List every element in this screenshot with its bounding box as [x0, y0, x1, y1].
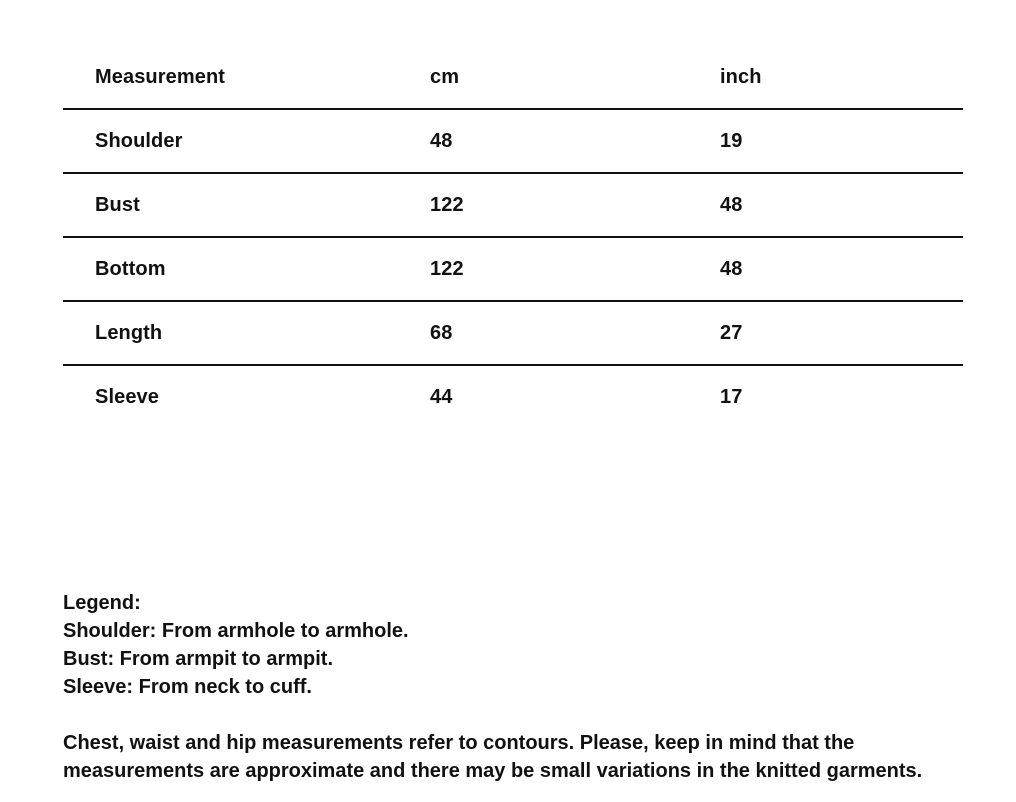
disclaimer-line-2: measurements are approximate and there may be small variations in the knitted garments. — [63, 760, 923, 782]
cell-cm: 48 — [430, 129, 453, 152]
cell-inch: 19 — [720, 129, 743, 152]
legend-item: Sleeve: From neck to cuff. — [63, 676, 312, 698]
legend-item: Shoulder: From armhole to armhole. — [63, 620, 409, 642]
cell-measurement: Length — [95, 321, 163, 344]
cell-cm: 44 — [430, 385, 453, 408]
notes-section — [63, 589, 983, 785]
cell-cm: 122 — [430, 257, 464, 280]
disclaimer-line-1: Chest, waist and hip measurements refer to contours. Please, keep in mind that the — [63, 732, 855, 754]
table-header-row — [63, 46, 963, 109]
cell-inch: 48 — [720, 193, 743, 216]
cell-cm: 122 — [430, 193, 464, 216]
cell-inch: 48 — [720, 257, 743, 280]
table-row — [63, 237, 963, 301]
cell-measurement: Bottom — [95, 257, 166, 280]
table-row — [63, 173, 963, 237]
table-row — [63, 365, 963, 428]
table-header — [63, 46, 963, 109]
legend-title: Legend: — [63, 592, 141, 614]
table-row — [63, 109, 963, 173]
legend-item: Bust: From armpit to armpit. — [63, 648, 334, 670]
cell-inch: 27 — [720, 321, 743, 344]
cell-measurement: Bust — [95, 193, 140, 216]
header-inch: inch — [720, 65, 762, 88]
table-body — [63, 109, 963, 428]
cell-cm: 68 — [430, 321, 453, 344]
header-measurement: Measurement — [95, 65, 226, 88]
size-chart-table — [63, 46, 963, 428]
cell-measurement: Sleeve — [95, 385, 159, 408]
header-cm: cm — [430, 65, 460, 88]
cell-inch: 17 — [720, 385, 743, 408]
spacer — [63, 701, 983, 729]
cell-measurement: Shoulder — [95, 129, 183, 152]
table-row — [63, 301, 963, 365]
